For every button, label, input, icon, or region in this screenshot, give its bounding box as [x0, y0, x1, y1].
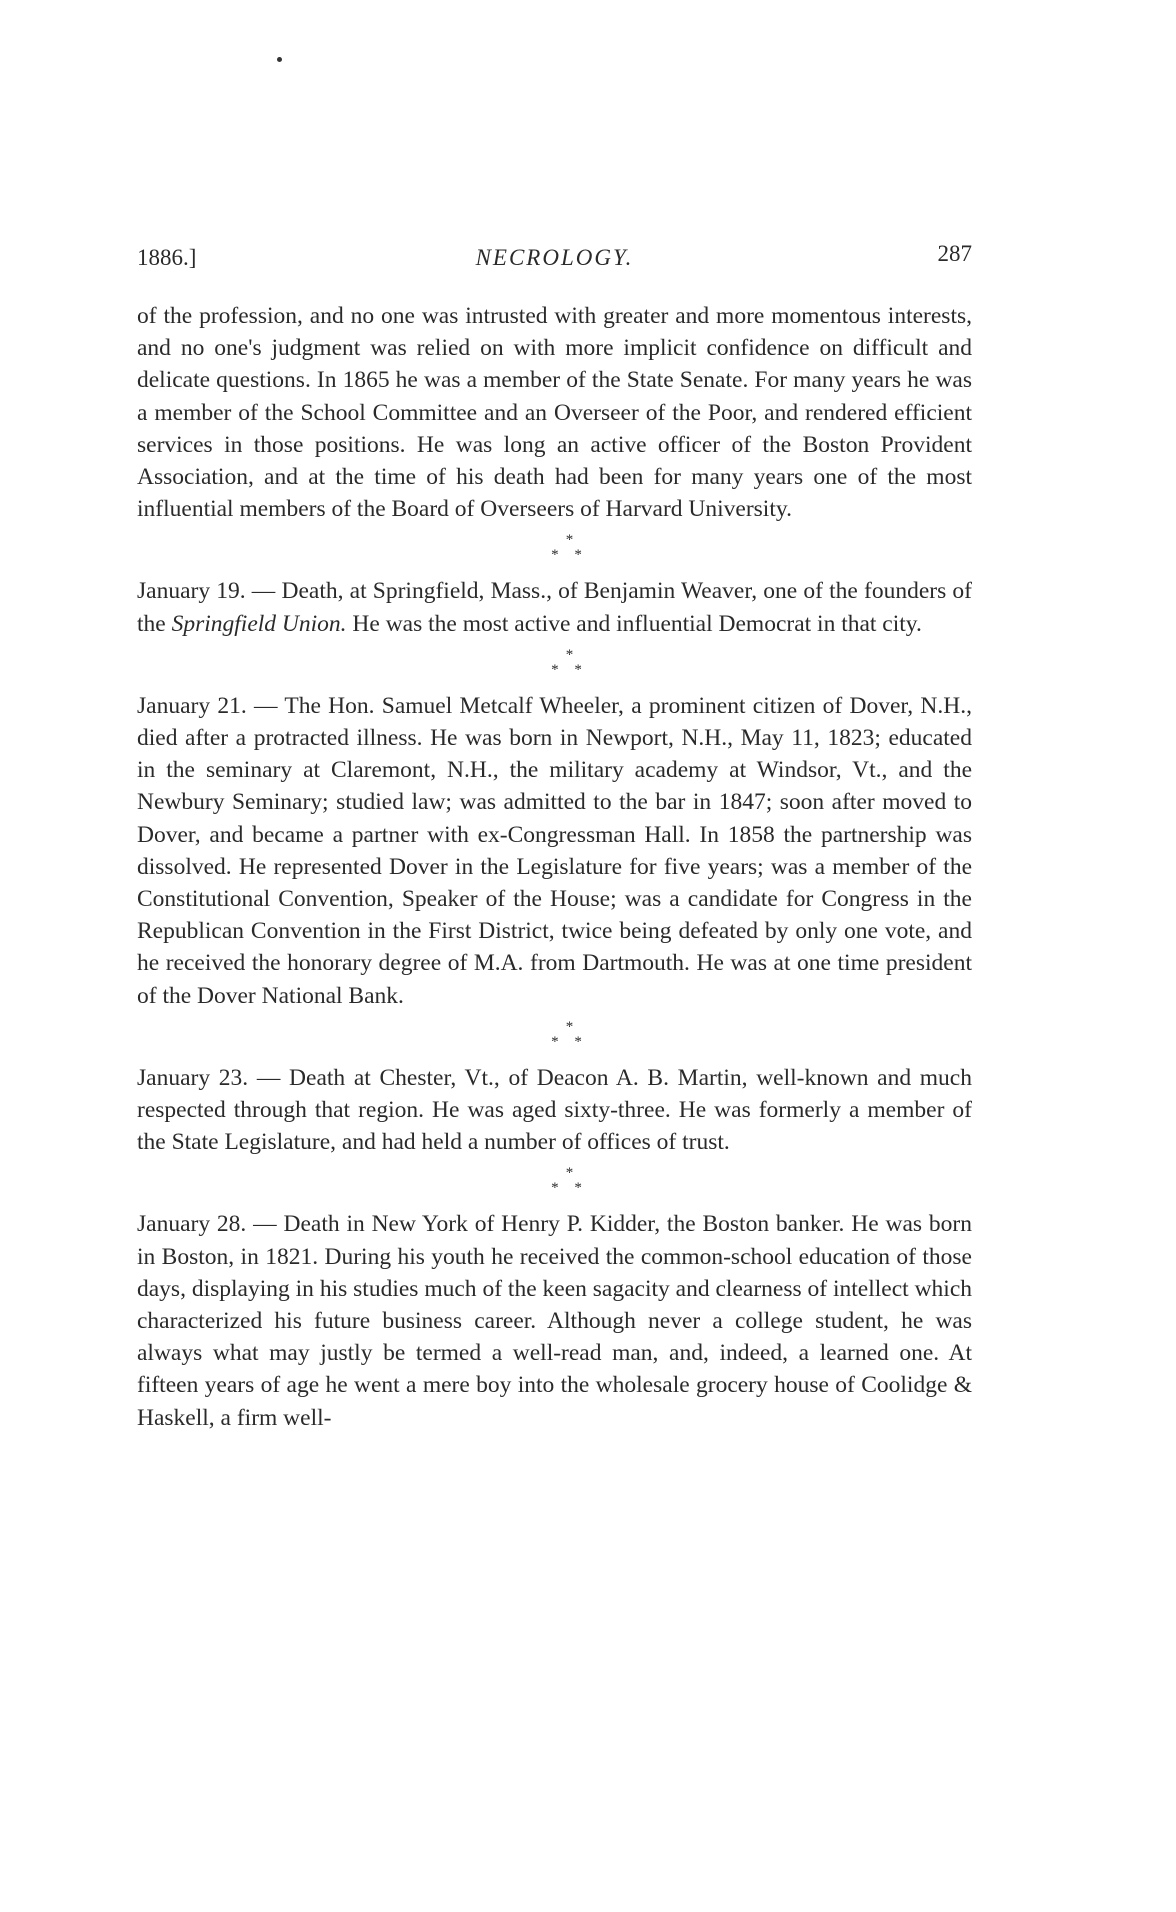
- section-separator: [137, 525, 972, 575]
- separator-star-bottom: * *: [551, 1033, 588, 1050]
- entry-weaver: [137, 575, 972, 639]
- separator-star-top: *: [565, 532, 574, 549]
- separator-star-top: *: [565, 1165, 574, 1182]
- entry-weaver-tail: He was the most active and influential Democrat in that city.: [346, 610, 922, 637]
- entry-wheeler: January 21. — The Hon. Samuel Metcalf Wheeler, a prominent citizen of Dover, N.H., died after a protracted illness. He was born in Newport, N.H., May 11, 1823; educated in the seminary at Claremont, N.H., the military academy at Windsor, Vt., and the Newbury Seminary; studied law; was admitted to the bar in 1847; soon after moved to Dover, and became a partner with ex-Congressman Hall. In 1858 the partnership was dissolved. He represented Dover in the Legislature for five years; was a member of the Constitutional Convention, Speaker of the House; was a candidate for Congress in the Republican Convention in the First District, twice being defeated by only one vote, and he received the honorary degree of M.A. from Dartmouth. He was at one time president of the Dover National Bank.: [137, 692, 972, 1009]
- entry-weaver-lead: January 19. — Death, at Springfield, Mass., of Benjamin Weaver, one of the founders of the: [137, 578, 972, 637]
- entry-kidder: January 28. — Death in New York of Henry P. Kidder, the Boston banker. He was born in Boston, in 1821. During his youth he received the common-school education of those days, displaying in his studies much of the keen sagacity and clearness of intellect which characterized his future business career. Although never a college student, he was always what may justly be termed a well-read man, and, indeed, a learned one. At fifteen years of age he went a mere boy into the wholesale grocery house of Coolidge & Haskell, a firm well-: [137, 1211, 972, 1431]
- separator-star-bottom: * *: [551, 547, 588, 564]
- section-separator: [137, 640, 972, 690]
- separator-star-top: *: [565, 1018, 574, 1035]
- running-head-title: NECROLOGY.: [475, 245, 634, 270]
- running-head-year: 1886.]: [137, 245, 197, 270]
- section-separator: [137, 1012, 972, 1062]
- page-body: [137, 300, 972, 1434]
- stray-dot-mark: [277, 57, 282, 62]
- separator-star-top: *: [565, 646, 574, 663]
- running-head: [137, 241, 972, 275]
- section-separator: [137, 1158, 972, 1208]
- entry-martin: January 23. — Death at Chester, Vt., of Deacon A. B. Martin, well-known and much respected through that region. He was aged sixty-three. He was formerly a member of the State Legislature, and had held a number of offices of trust.: [137, 1064, 972, 1156]
- continuation-paragraph: of the profession, and no one was intrusted with greater and more momentous interests, and no one's judgment was relied on with more implicit confidence on difficult and delicate questions. In 1865 he was a member of the State Senate. For many years he was a member of the School Committee and an Overseer of the Poor, and rendered efficient services in those positions. He was long an active officer of the Boston Provident Association, and at the time of his death had been for many years one of the most influential members of the Board of Overseers of Harvard University.: [137, 303, 972, 523]
- page-number: 287: [937, 241, 972, 266]
- separator-star-bottom: * *: [551, 661, 588, 678]
- entry-weaver-publication: Springfield Union.: [171, 610, 347, 637]
- separator-star-bottom: * *: [551, 1180, 588, 1197]
